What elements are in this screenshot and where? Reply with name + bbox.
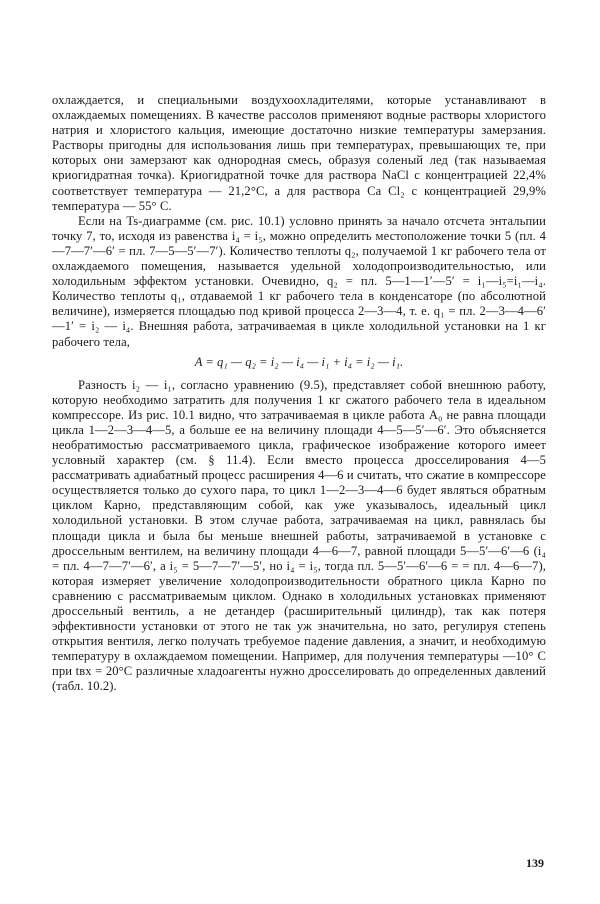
work-formula: A = q₁ — q₂ = i₂ — i₄ — i₁ + i₄ = i₂ — i₁. xyxy=(194,354,404,369)
paragraph-3: Разность i₂ — i₁, согласно уравнению (9.5), представляет собой внешнюю работу, которую необходимо затратить для получения 1 кг сжатого рабочего тела в идеальном компрессоре. Из рис. 10.1 видно, что затрачиваемая в цикле работа A₀ не равна площади цикла 1—2—3—4—5, а больше ее на величину площади 4—5—5′—6′. Это объясняется необратимостью рассматриваемого цикла, графическое изображение которого имеет условный характер (см. § 11.4). Если вместо процесса дросселирования 4—5 рассматривать адиабатный процесс расширения 4—6 и считать, что сжатие в компрессоре осуществляется только до сухого пара, то цикл 1—2—3—4—6 будет являться обратным циклом Карно, представляющим собой, как уже указывалось, идеальный цикл холодильной установки. В этом случае работа, затрачиваемая на цикл, равнялась бы площади цикла и была бы меньше внешней работы, затрачиваемой в установке с дроссельным вентилем, на величину площади 4—6—7, равной площади 5—5′—6′—6 (i₄ = пл. 4—7—7′—6′, а i₅ = 5—7—7′—5′, но i₄ = i₅, тогда пл. 5—5′—6′—6 = = пл. 4—6—7), которая измеряет увеличение холодопроизводительности обратного цикла Карно по сравнению с рассматриваемым циклом. Однако в холодильных установках применяют дроссельный вентиль, а не детандер (расширительный цилиндр), так как потеря эффективности установки от этого не так уж значительна, но зато, регулируя степень открытия вентиля, легко получать требуемое падение давления, а значит, и необходимую температуру в охлаждаемом помещении. Например, для получения температуры —10° С при tвх = 20°С различные хладоагенты нужно дросселировать до определенных давлений (табл. 10.2). xyxy=(52,377,546,694)
page-number: 139 xyxy=(526,856,544,870)
paragraph-2: Если на Ts-диаграмме (см. рис. 10.1) условно принять за начало отсчета энтальпии точку 7, то, исходя из равенства i₄ = i₅, можно определить местоположение точки 5 (пл. 4—7—7′—6′ = пл. 7—5—5′—7′). Количество теплоты q₂, получаемой 1 кг рабочего тела от охлаждаемого помещения, называется удельной холодопроизводительностью, или холодильным эффектом установки. Очевидно, q₂ = пл. 5—1—1′—5′ = i₁—i₅=i₁—i₄. Количество теплоты q₁, отдаваемой 1 кг рабочего тела в конденсаторе (по абсолютной величине), измеряется площадью под кривой процесса 2—3—4, т. е. q₁ = пл. 2—3—4—6′—1′ = i₂ — i₄. Внешняя работа, затрачиваемая в цикле холодильной установки на 1 кг рабочего тела, xyxy=(52,213,546,349)
page-body xyxy=(52,93,546,695)
paragraph-1: охлаждается, и специальными воздухоохладителями, которые устанавливают в охлаждаемых помещениях. В качестве рассолов применяют водные растворы хлористого натрия и хлористого кальция, имеющие достаточно низкие температуры замерзания. Растворы пригодны для использования лишь при температурах, превышающих те, при которых они замерзают как однородная смесь, образуя соленый лед (так называемая криогидратная точка). Криогидратной точке для раствора NaCl с концентрацией 22,4% соответствует температура — 21,2°С, а для раствора Са Сl₂ с концентрацией 29,9% температура — 55° С. xyxy=(52,93,546,213)
